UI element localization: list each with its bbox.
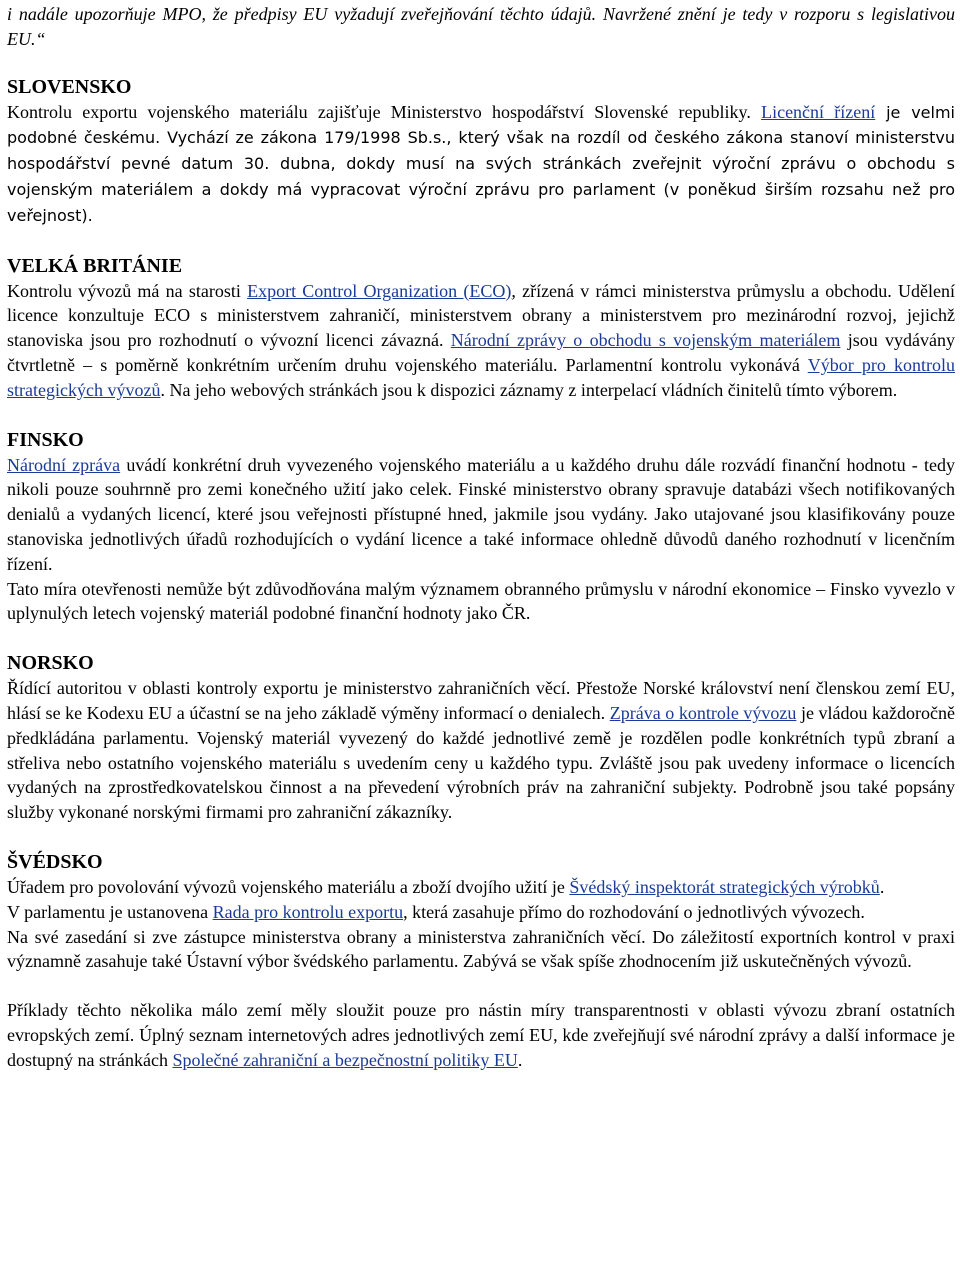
section-finsko: [7, 427, 955, 627]
link-rada-kontrola-exportu[interactable]: Rada pro kontrolu exportu: [212, 901, 404, 922]
link-svedsky-inspektorat[interactable]: Švédský inspektorát strategických výrobků: [569, 876, 880, 897]
document-page: [0, 2, 960, 1073]
link-vybor-kontrola-vyvozu[interactable]: Výbor pro kontrolu strategických vývozů: [7, 354, 955, 400]
paragraph-velka-britanie: Kontrolu vývozů má na starosti Export Control Organization (ECO), zřízená v rámci ministerstva průmyslu a obchodu. Udělení licence konzultuje ECO s ministerstvem zahraničí, ministerstvem obrany a ministerstvem pro mezinárodní rozvoj, jejichž stanoviska jsou pro rozhodnutí o vývozní licenci závazná. Národní zprávy o obchodu s vojenským materiálem jsou vydávány čtvrtletně – s poměrně konkrétním určením druhu vojenského materiálu. Parlamentní kontrolu vykonává Výbor pro kontrolu strategických vývozů. Na jeho webových stránkách jsou k dispozici záznamy z interpelací vládních činitelů tímto výborem.: [7, 280, 955, 400]
section-svedsko: [7, 849, 955, 974]
section-velka-britanie: [7, 253, 955, 403]
heading-slovensko: SLOVENSKO: [7, 75, 132, 98]
link-export-control-organization[interactable]: Export Control Organization (ECO): [247, 280, 512, 301]
paragraph-finsko-1: Národní zpráva uvádí konkrétní druh vyvezeného vojenského materiálu a u každého druhu dále rozvádí finanční hodnotu - tedy nikoli pouze souhrnně pro zemi konečného užití jako celek. Finské ministerstvo obrany spravuje databázi všech notifikovaných denialů a vydaných licencí, které jsou veřejnosti přístupné hned, jakmile jsou vydány. Jako utajované jsou klasifikovány pouze stanoviska jednotlivých úřadů rozhodujících o vydání licence a také informace ohledně důvodů daného rozhodnutí v licenčním řízení.: [7, 454, 955, 574]
link-spolecna-zahranicni-politika[interactable]: Společné zahraniční a bezpečnostní politiky EU: [172, 1049, 518, 1070]
section-slovensko: [7, 74, 955, 229]
link-licencni-rizeni[interactable]: Licenční řízení: [761, 101, 876, 122]
heading-finsko: FINSKO: [7, 428, 84, 451]
link-narodni-zprava[interactable]: Národní zpráva: [7, 454, 121, 475]
paragraph-finsko-2: Tato míra otevřenosti nemůže být zdůvodňována malým významem obranného průmyslu v národní ekonomice – Finsko vyvezlo v uplynulých letech vojenský materiál podobné finanční hodnoty jako ČR.: [7, 578, 955, 624]
paragraph-svedsko-3: Na své zasedání si zve zástupce ministerstva obrany a ministerstva zahraničních věcí. Do záležitostí exportních kontrol v praxi významně zasahuje také Ústavní výbor švédského parlamentu. Zabývá se však spíše zhodnocením již uskutečněných vývozů.: [7, 926, 955, 972]
heading-svedsko: ŠVÉDSKO: [7, 850, 103, 873]
intro-paragraph: i nadále upozorňuje MPO, že předpisy EU vyžadují zveřejňování těchto údajů. Navržené znění je tedy v rozporu s legislativou EU.“: [7, 4, 955, 49]
heading-norsko: NORSKO: [7, 652, 94, 675]
paragraph-svedsko-1: Úřadem pro povolování vývozů vojenského materiálu a zboží dvojího užití je Švédský inspektorát strategických výrobků.: [7, 876, 885, 897]
link-zprava-o-kontrole-vyvozu[interactable]: Zpráva o kontrole vývozu: [609, 702, 797, 723]
section-norsko: [7, 650, 955, 825]
paragraph-conclusion: Příklady těchto několika málo zemí měly sloužit pouze pro nástin míry transparentnosti v oblasti vývozu zbraní ostatních evropských zemí. Úplný seznam internetových adres jednotlivých zemí EU, kde zveřejňují své národní zprávy a další informace je dostupný na stránkách Společné zahraniční a bezpečnostní politiky EU.: [7, 1000, 955, 1070]
paragraph-slovensko: Kontrolu exportu vojenského materiálu zajišťuje Ministerstvo hospodářství Slovenské republiky. Licenční řízení je velmi podobné českému. Vychází ze zákona 179/1998 Sb.s., který však na rozdíl od českého zákona stanoví ministerstvu hospodářství pevné datum 30. dubna, dokdy musí na svých stránkách zveřejnit výroční zprávu o obchodu s vojenským materiálem a dokdy má vypracovat výroční zprávu pro parlament (v poněkud širším rozsahu než pro veřejnost).: [7, 101, 955, 225]
heading-velka-britanie: VELKÁ BRITÁNIE: [7, 254, 183, 277]
paragraph-svedsko-2: V parlamentu je ustanovena Rada pro kontrolu exportu, která zasahuje přímo do rozhodování o jednotlivých vývozech.: [7, 901, 865, 922]
link-narodni-zpravy[interactable]: Národní zprávy o obchodu s vojenským materiálem: [450, 330, 841, 351]
paragraph-norsko: Řídící autoritou v oblasti kontroly exportu je ministerstvo zahraničních věcí. Přestože Norské království není členskou zemí EU, hlásí se ke Kodexu EU a účastní se na jeho základě výměny informací o denialech. Zpráva o kontrole vývozu je vládou každoročně předkládána parlamentu. Vojenský materiál vyvezený do každé jednotlivé země je rozdělen podle konkrétních typů zbraní a střeliva nebo ostatního vojenského materiálu s uvedením ceny u každého typu. Zvláště jsou pak uvedeny informace o licencích vydaných na zprostředkovatelskou činnost a na převedení výrobních práv na zahraniční subjekty. Podrobně jsou také popsány služby vykonané norskými firmami pro zahraniční zákazníky.: [7, 678, 955, 823]
